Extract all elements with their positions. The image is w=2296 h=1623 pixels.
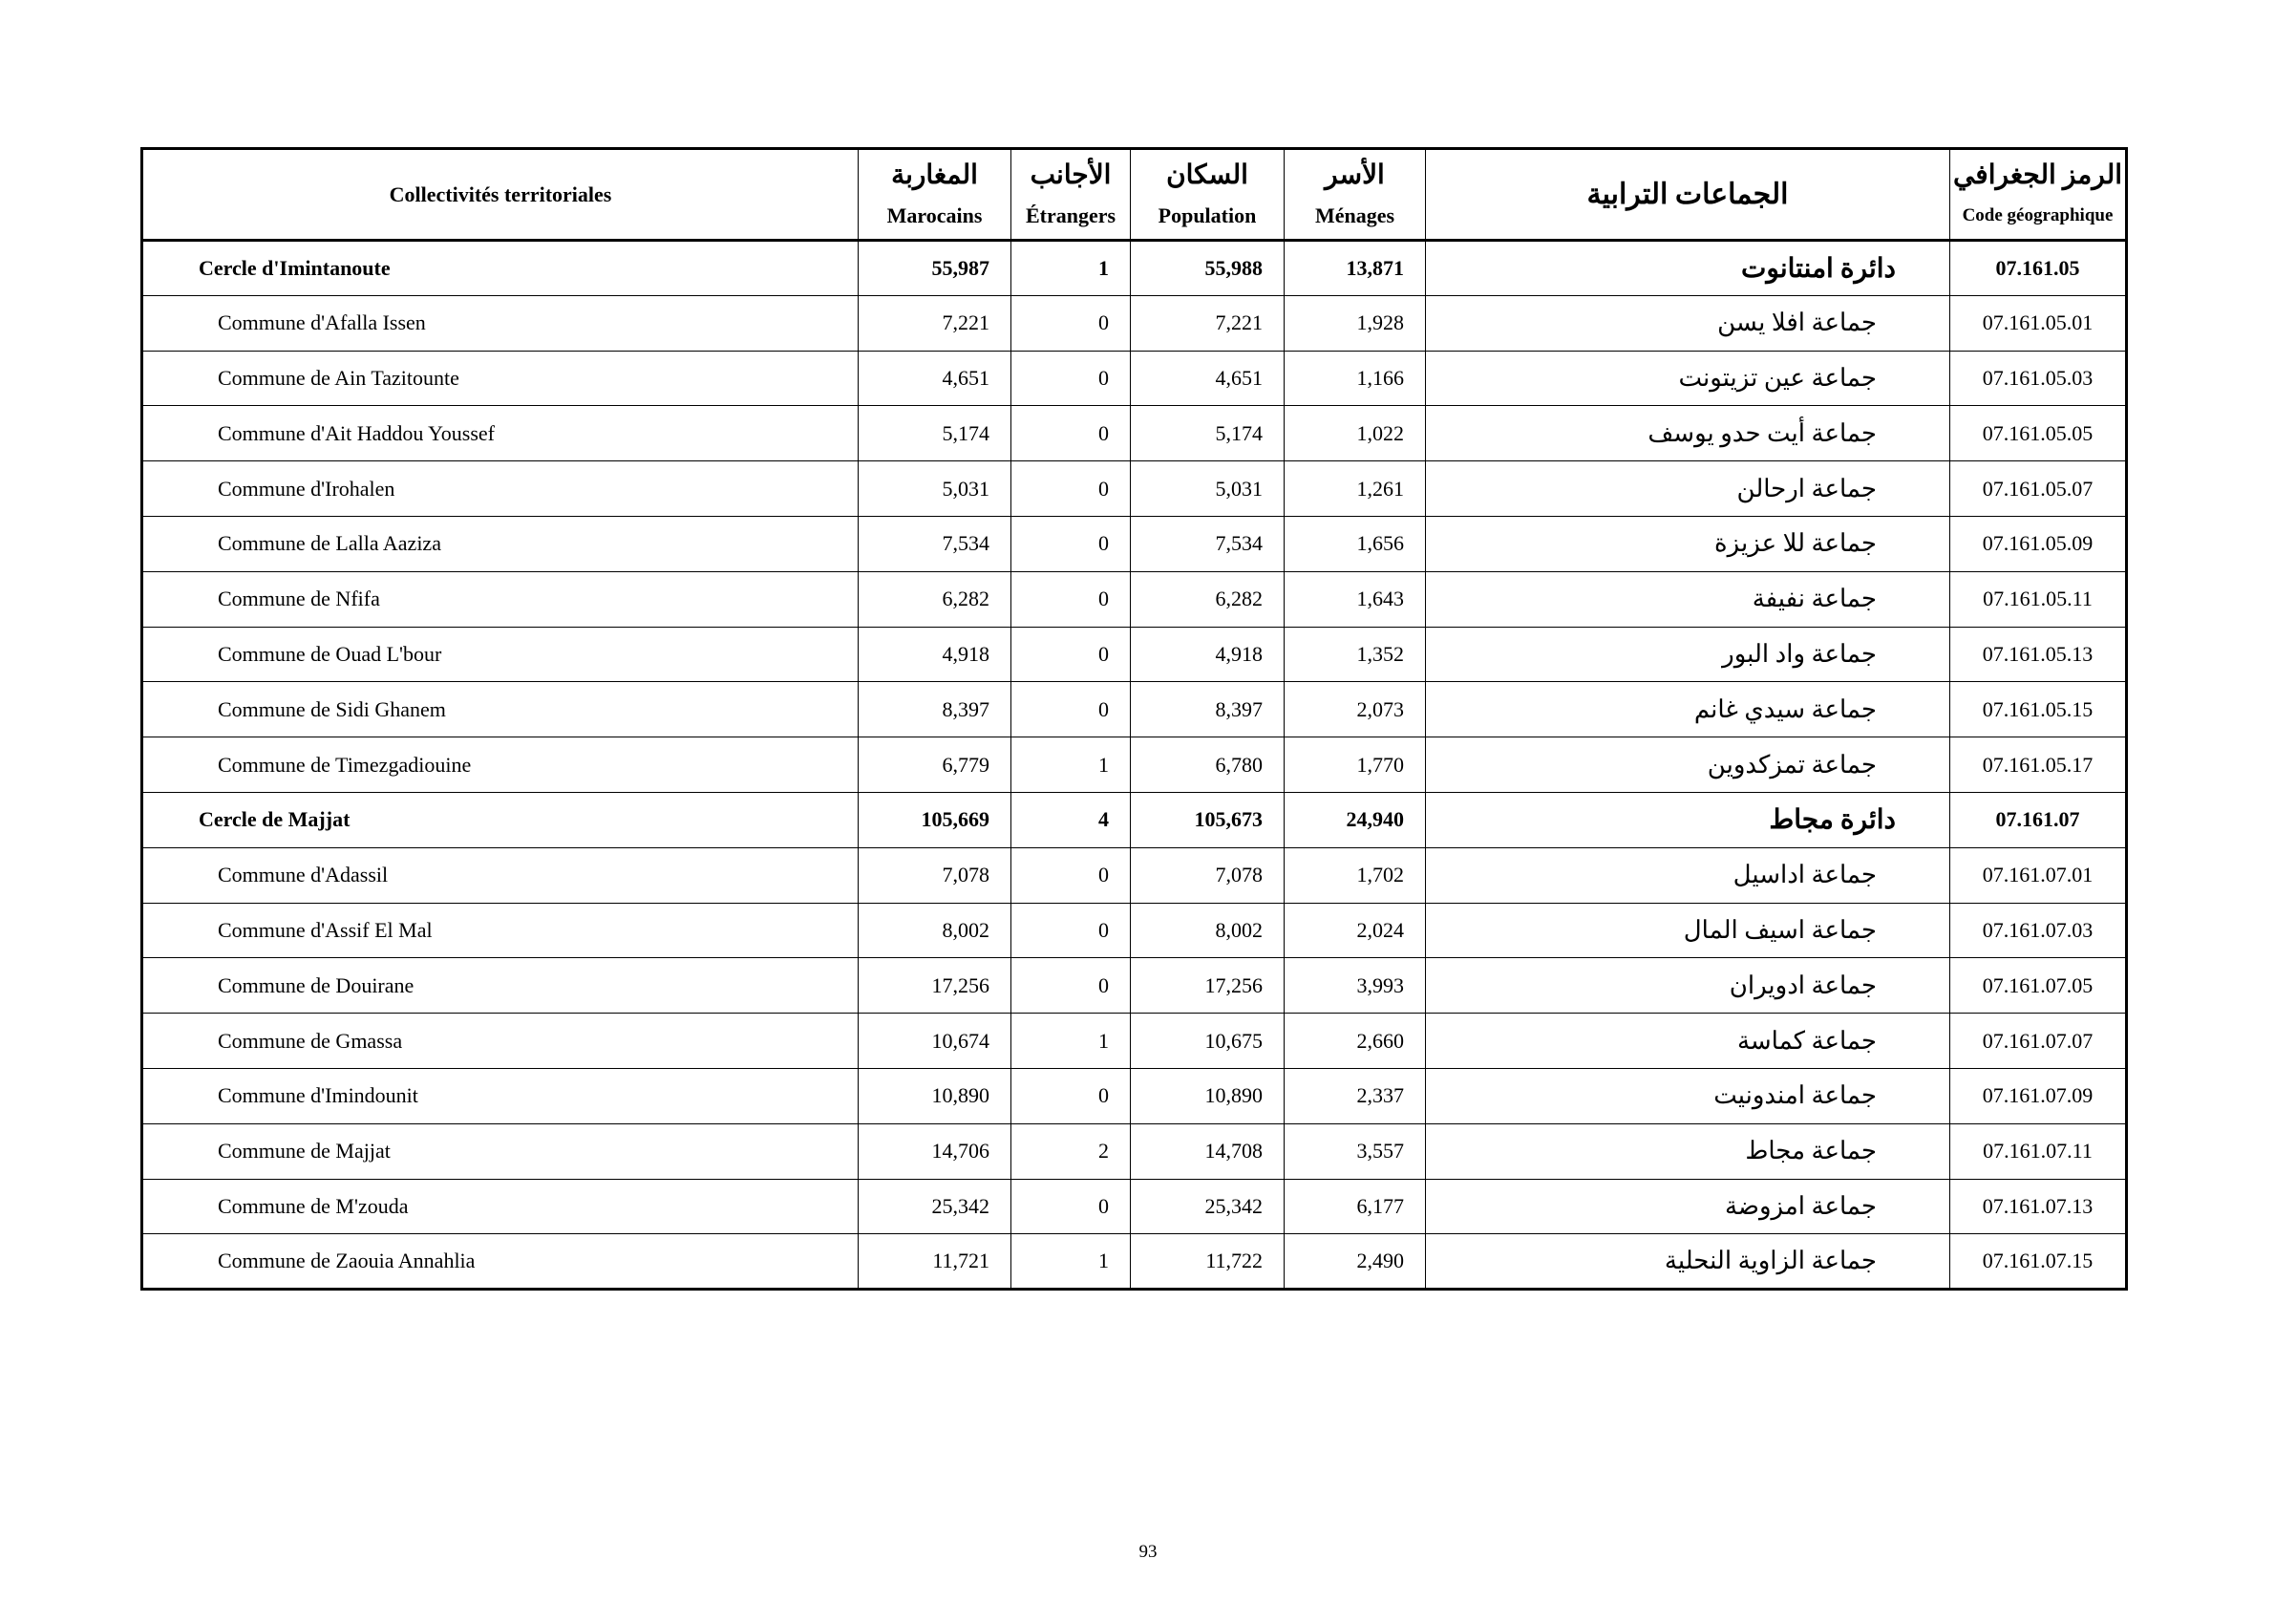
header-menages xyxy=(1285,149,1426,241)
cell-marocains: 6,282 xyxy=(859,571,1011,627)
commune-row xyxy=(142,682,2127,737)
commune-row xyxy=(142,958,2127,1014)
cell-menages: 2,073 xyxy=(1285,682,1426,737)
cell-marocains: 4,651 xyxy=(859,351,1011,406)
cell-collectivite-ar: جماعة أيت حدو يوسف xyxy=(1426,406,1950,461)
cell-collectivite-fr: Commune de Zaouia Annahlia xyxy=(142,1234,859,1290)
cell-etrangers: 0 xyxy=(1011,351,1131,406)
cell-collectivite-fr: Commune de Douirane xyxy=(142,958,859,1014)
cell-code: 07.161.07.05 xyxy=(1950,958,2127,1014)
cell-collectivite-ar: جماعة عين تزيتونت xyxy=(1426,351,1950,406)
cell-menages: 6,177 xyxy=(1285,1179,1426,1234)
header-collectivites-fr-label: Collectivités territoriales xyxy=(389,182,612,206)
header-marocains xyxy=(859,149,1011,241)
cell-code: 07.161.07.13 xyxy=(1950,1179,2127,1234)
commune-row xyxy=(142,461,2127,517)
cell-menages: 1,261 xyxy=(1285,461,1426,517)
cell-population: 7,534 xyxy=(1131,516,1285,571)
cell-code: 07.161.05.07 xyxy=(1950,461,2127,517)
cell-collectivite-fr: Commune de Sidi Ghanem xyxy=(142,682,859,737)
cell-etrangers: 1 xyxy=(1011,241,1131,296)
cell-marocains: 7,078 xyxy=(859,847,1011,903)
cell-collectivite-fr: Commune d'Assif El Mal xyxy=(142,903,859,958)
commune-row xyxy=(142,903,2127,958)
header-collectivites-ar xyxy=(1426,149,1950,241)
cell-collectivite-ar: جماعة اداسيل xyxy=(1426,847,1950,903)
cell-menages: 1,702 xyxy=(1285,847,1426,903)
cell-menages: 24,940 xyxy=(1285,792,1426,847)
commune-row xyxy=(142,406,2127,461)
cell-menages: 1,352 xyxy=(1285,627,1426,682)
commune-row xyxy=(142,1014,2127,1069)
cell-etrangers: 0 xyxy=(1011,958,1131,1014)
cell-collectivite-ar: جماعة الزاوية النحلية xyxy=(1426,1234,1950,1290)
cell-collectivite-ar: جماعة كماسة xyxy=(1426,1014,1950,1069)
cell-population: 5,031 xyxy=(1131,461,1285,517)
cell-code: 07.161.05.11 xyxy=(1950,571,2127,627)
header-etrangers xyxy=(1011,149,1131,241)
cell-collectivite-fr: Commune de M'zouda xyxy=(142,1179,859,1234)
cell-marocains: 55,987 xyxy=(859,241,1011,296)
cell-code: 07.161.05.15 xyxy=(1950,682,2127,737)
cell-marocains: 8,002 xyxy=(859,903,1011,958)
header-code-ar: الرمز الجغرافي xyxy=(1952,160,2123,190)
cell-marocains: 8,397 xyxy=(859,682,1011,737)
cell-collectivite-fr: Commune de Lalla Aaziza xyxy=(142,516,859,571)
commune-row xyxy=(142,351,2127,406)
cell-marocains: 7,534 xyxy=(859,516,1011,571)
cell-etrangers: 1 xyxy=(1011,737,1131,793)
header-population-ar: السكان xyxy=(1166,160,1248,190)
cell-code: 07.161.07.11 xyxy=(1950,1123,2127,1179)
page-number: 93 xyxy=(1138,1542,1158,1562)
commune-row xyxy=(142,1234,2127,1290)
header-etrangers-fr: Étrangers xyxy=(1025,203,1116,227)
cell-marocains: 25,342 xyxy=(859,1179,1011,1234)
cell-collectivite-ar: جماعة ادويران xyxy=(1426,958,1950,1014)
cell-population: 4,651 xyxy=(1131,351,1285,406)
cell-etrangers: 2 xyxy=(1011,1123,1131,1179)
cell-population: 4,918 xyxy=(1131,627,1285,682)
cell-collectivite-ar: جماعة افلا يسن xyxy=(1426,295,1950,351)
commune-row xyxy=(142,627,2127,682)
cell-collectivite-fr: Commune de Ain Tazitounte xyxy=(142,351,859,406)
cell-collectivite-ar: جماعة سيدي غانم xyxy=(1426,682,1950,737)
cell-collectivite-fr: Commune d'Ait Haddou Youssef xyxy=(142,406,859,461)
cell-etrangers: 0 xyxy=(1011,627,1131,682)
cell-population: 8,397 xyxy=(1131,682,1285,737)
cell-population: 7,078 xyxy=(1131,847,1285,903)
cell-population: 6,282 xyxy=(1131,571,1285,627)
cell-etrangers: 0 xyxy=(1011,571,1131,627)
cell-collectivite-fr: Commune d'Irohalen xyxy=(142,461,859,517)
commune-row xyxy=(142,295,2127,351)
cell-marocains: 10,890 xyxy=(859,1068,1011,1123)
cell-menages: 1,656 xyxy=(1285,516,1426,571)
cell-etrangers: 1 xyxy=(1011,1234,1131,1290)
cell-etrangers: 0 xyxy=(1011,903,1131,958)
cell-collectivite-fr: Commune de Timezgadiouine xyxy=(142,737,859,793)
header-menages-ar: الأسر xyxy=(1325,160,1385,190)
cell-menages: 13,871 xyxy=(1285,241,1426,296)
header-code-fr: Code géographique xyxy=(1962,204,2114,225)
cell-code: 07.161.05.09 xyxy=(1950,516,2127,571)
cell-etrangers: 1 xyxy=(1011,1014,1131,1069)
cell-collectivite-ar: دائرة امنتانوت xyxy=(1426,241,1950,296)
cell-menages: 1,643 xyxy=(1285,571,1426,627)
cell-marocains: 6,779 xyxy=(859,737,1011,793)
cell-collectivite-ar: جماعة واد البور xyxy=(1426,627,1950,682)
cell-etrangers: 0 xyxy=(1011,1179,1131,1234)
cell-menages: 2,490 xyxy=(1285,1234,1426,1290)
cell-marocains: 4,918 xyxy=(859,627,1011,682)
cell-population: 11,722 xyxy=(1131,1234,1285,1290)
cell-marocains: 11,721 xyxy=(859,1234,1011,1290)
cell-population: 8,002 xyxy=(1131,903,1285,958)
cell-collectivite-fr: Commune de Nfifa xyxy=(142,571,859,627)
cell-population: 55,988 xyxy=(1131,241,1285,296)
cell-menages: 1,022 xyxy=(1285,406,1426,461)
cell-collectivite-fr: Cercle de Majjat xyxy=(142,792,859,847)
commune-row xyxy=(142,847,2127,903)
cell-marocains: 14,706 xyxy=(859,1123,1011,1179)
cell-code: 07.161.07.03 xyxy=(1950,903,2127,958)
cell-collectivite-ar: جماعة نفيفة xyxy=(1426,571,1950,627)
cell-collectivite-ar: جماعة للا عزيزة xyxy=(1426,516,1950,571)
cell-collectivite-fr: Commune d'Imindounit xyxy=(142,1068,859,1123)
cell-code: 07.161.07.07 xyxy=(1950,1014,2127,1069)
cell-collectivite-ar: جماعة امندونيت xyxy=(1426,1068,1950,1123)
cell-collectivite-ar: جماعة ارحالن xyxy=(1426,461,1950,517)
header-collectivites-fr xyxy=(142,149,859,241)
header-code xyxy=(1950,149,2127,241)
cell-collectivite-ar: جماعة تمزكدوين xyxy=(1426,737,1950,793)
header-population-fr: Population xyxy=(1158,203,1257,227)
commune-row xyxy=(142,1179,2127,1234)
cell-population: 7,221 xyxy=(1131,295,1285,351)
cell-code: 07.161.05.17 xyxy=(1950,737,2127,793)
cell-menages: 3,557 xyxy=(1285,1123,1426,1179)
census-table xyxy=(140,147,2128,1291)
cell-etrangers: 0 xyxy=(1011,682,1131,737)
commune-row xyxy=(142,737,2127,793)
cell-menages: 3,993 xyxy=(1285,958,1426,1014)
cell-collectivite-fr: Cercle d'Imintanoute xyxy=(142,241,859,296)
cell-etrangers: 4 xyxy=(1011,792,1131,847)
cell-collectivite-ar: دائرة مجاط xyxy=(1426,792,1950,847)
header-population xyxy=(1131,149,1285,241)
cell-collectivite-fr: Commune d'Afalla Issen xyxy=(142,295,859,351)
cell-collectivite-fr: Commune de Majjat xyxy=(142,1123,859,1179)
cell-population: 5,174 xyxy=(1131,406,1285,461)
cell-code: 07.161.05.03 xyxy=(1950,351,2127,406)
cell-population: 6,780 xyxy=(1131,737,1285,793)
commune-row xyxy=(142,571,2127,627)
cell-marocains: 17,256 xyxy=(859,958,1011,1014)
cell-menages: 2,024 xyxy=(1285,903,1426,958)
cell-etrangers: 0 xyxy=(1011,406,1131,461)
table-header-row xyxy=(142,149,2127,241)
table-body xyxy=(142,241,2127,1290)
cell-population: 25,342 xyxy=(1131,1179,1285,1234)
cell-menages: 2,337 xyxy=(1285,1068,1426,1123)
cell-collectivite-fr: Commune d'Adassil xyxy=(142,847,859,903)
cell-population: 105,673 xyxy=(1131,792,1285,847)
header-menages-fr: Ménages xyxy=(1314,203,1395,227)
cell-marocains: 7,221 xyxy=(859,295,1011,351)
cell-menages: 2,660 xyxy=(1285,1014,1426,1069)
cell-code: 07.161.07.01 xyxy=(1950,847,2127,903)
cell-etrangers: 0 xyxy=(1011,1068,1131,1123)
cell-etrangers: 0 xyxy=(1011,847,1131,903)
cell-collectivite-ar: جماعة مجاط xyxy=(1426,1123,1950,1179)
cell-code: 07.161.07.15 xyxy=(1950,1234,2127,1290)
cell-code: 07.161.07 xyxy=(1950,792,2127,847)
cell-collectivite-ar: جماعة اسيف المال xyxy=(1426,903,1950,958)
cell-etrangers: 0 xyxy=(1011,461,1131,517)
cell-marocains: 105,669 xyxy=(859,792,1011,847)
cell-population: 10,675 xyxy=(1131,1014,1285,1069)
cell-collectivite-ar: جماعة امزوضة xyxy=(1426,1179,1950,1234)
cell-marocains: 5,031 xyxy=(859,461,1011,517)
cell-code: 07.161.05.05 xyxy=(1950,406,2127,461)
cell-collectivite-fr: Commune de Gmassa xyxy=(142,1014,859,1069)
cell-code: 07.161.05.01 xyxy=(1950,295,2127,351)
commune-row xyxy=(142,516,2127,571)
header-marocains-fr: Marocains xyxy=(886,203,983,227)
cercle-row xyxy=(142,792,2127,847)
cell-etrangers: 0 xyxy=(1011,516,1131,571)
cell-code: 07.161.05.13 xyxy=(1950,627,2127,682)
commune-row xyxy=(142,1068,2127,1123)
cell-menages: 1,166 xyxy=(1285,351,1426,406)
cell-menages: 1,928 xyxy=(1285,295,1426,351)
cell-marocains: 10,674 xyxy=(859,1014,1011,1069)
cell-etrangers: 0 xyxy=(1011,295,1131,351)
header-etrangers-ar: الأجانب xyxy=(1030,160,1112,190)
header-marocains-ar: المغاربة xyxy=(891,160,978,190)
header-collectivites-ar-label: الجماعات الترابية xyxy=(1586,179,1789,210)
cell-marocains: 5,174 xyxy=(859,406,1011,461)
cell-code: 07.161.05 xyxy=(1950,241,2127,296)
cell-code: 07.161.07.09 xyxy=(1950,1068,2127,1123)
cell-population: 10,890 xyxy=(1131,1068,1285,1123)
cell-population: 14,708 xyxy=(1131,1123,1285,1179)
cercle-row xyxy=(142,241,2127,296)
cell-collectivite-fr: Commune de Ouad L'bour xyxy=(142,627,859,682)
cell-population: 17,256 xyxy=(1131,958,1285,1014)
cell-menages: 1,770 xyxy=(1285,737,1426,793)
commune-row xyxy=(142,1123,2127,1179)
